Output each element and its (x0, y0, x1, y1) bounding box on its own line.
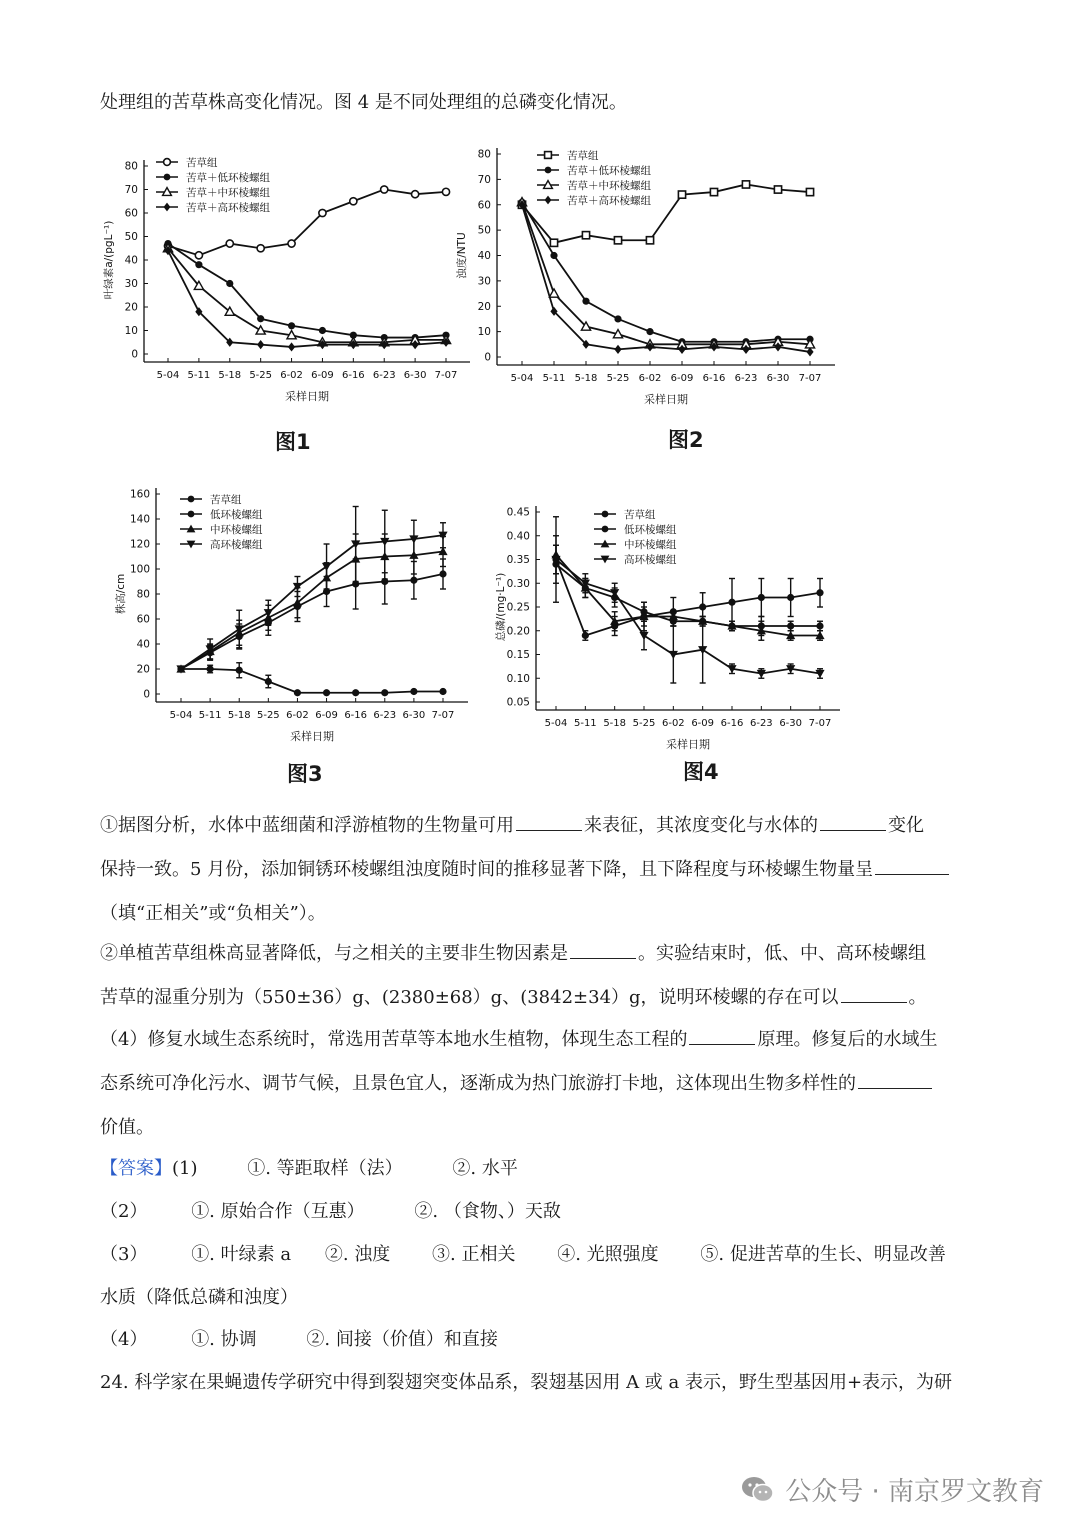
y-tick-label: 140 (129, 513, 150, 526)
x-tick-label: 6-09 (670, 373, 694, 384)
x-tick-label: 5-18 (603, 718, 627, 729)
data-point (257, 245, 264, 252)
data-point (614, 345, 621, 354)
legend-label: 苦草＋高环棱螺组 (567, 195, 651, 207)
q1-text-d: 保持一致。5 月份，添加铜锈环棱螺组浊度随时间的推移显著下降，且下降程度与环棱螺生物量呈 (100, 859, 874, 880)
answer-item: ⑤. 促进苦草的生长、明显改善 (700, 1244, 946, 1265)
x-tick-label: 6-02 (286, 710, 309, 721)
data-point (549, 289, 558, 297)
answer-item: ②. 浊度 (324, 1244, 391, 1265)
data-point (288, 342, 295, 351)
y-tick-label: 30 (124, 278, 138, 290)
data-point (806, 347, 813, 356)
question-24: 24. 科学家在果蝇遗传学研究中得到裂翅突变体品系，裂翅基因用 A 或 a 表示，野生型基因用+表示，为研 (100, 1372, 953, 1393)
x-tick-label: 5-25 (632, 718, 656, 729)
answer-blank[interactable] (689, 1018, 755, 1045)
data-point (235, 625, 244, 633)
data-point (257, 315, 264, 322)
question-2 (100, 932, 984, 1020)
y-tick-label: 0 (143, 688, 150, 701)
x-axis-label: 采样日期 (290, 730, 334, 743)
q2-text-a: ②单植苦草组株高显著降低，与之相关的主要非生物因素是 (100, 943, 568, 964)
data-point (614, 315, 621, 322)
data-point (678, 191, 685, 198)
legend-label: 高环棱螺组 (624, 554, 677, 566)
x-tick-label: 7-07 (808, 718, 832, 729)
series-line (556, 560, 820, 636)
q1-text-c: 变化 (888, 815, 924, 836)
data-point (787, 594, 794, 601)
x-tick-label: 6-16 (702, 373, 726, 384)
legend-marker (164, 174, 171, 181)
legend-label: 高环棱螺组 (210, 539, 263, 551)
data-point (639, 632, 648, 640)
question-1 (100, 804, 984, 936)
x-axis-label: 采样日期 (666, 738, 710, 751)
chart-fig3 (100, 484, 475, 749)
legend-label: 苦草组 (186, 157, 218, 169)
series-0 (177, 663, 446, 697)
data-point (350, 198, 357, 205)
y-tick-label: 0.30 (506, 577, 530, 590)
series-2 (551, 536, 824, 641)
figure-4-caption: 图4 (683, 760, 719, 784)
legend-label: 苦草组 (210, 494, 242, 506)
data-point (728, 599, 735, 606)
answer-item: ①. 原始合作（互惠） (191, 1201, 365, 1222)
y-tick-label: 40 (136, 638, 150, 651)
data-point (582, 632, 589, 639)
data-point (294, 689, 301, 696)
legend-label: 苦草＋中环棱螺组 (186, 187, 270, 199)
x-tick-label: 5-11 (573, 718, 597, 729)
x-tick-label: 6-02 (280, 370, 303, 381)
y-tick-label: 70 (477, 173, 491, 186)
data-point (381, 689, 388, 696)
y-tick-label: 0.45 (506, 506, 530, 519)
data-point (774, 186, 781, 193)
legend-label: 低环棱螺组 (624, 524, 677, 536)
data-point (319, 327, 326, 334)
answer-3-cont: 水质（降低总磷和浊度） (100, 1287, 298, 1308)
legend-marker (164, 203, 171, 212)
y-tick-label: 40 (477, 250, 491, 262)
series-line (181, 574, 443, 669)
figure-2 (455, 142, 845, 417)
answer-3-num: （3） (100, 1244, 148, 1265)
x-tick-label: 7-07 (431, 710, 455, 721)
series-1 (164, 240, 449, 341)
x-tick-label: 7-07 (798, 373, 822, 384)
x-tick-label: 6-16 (720, 718, 744, 729)
data-point (710, 188, 717, 195)
answer-item: ①. 叶绿素 a (191, 1244, 292, 1265)
answer-blank[interactable] (858, 1062, 932, 1089)
data-point (816, 622, 823, 629)
data-point (410, 688, 417, 695)
data-point (352, 689, 359, 696)
legend-label: 低环棱螺组 (210, 509, 263, 521)
series-line (556, 555, 820, 636)
q4-text-b: 原理。修复后的水域生 (757, 1029, 938, 1050)
x-tick-label: 5-04 (544, 718, 568, 729)
figure-2-caption: 图2 (668, 428, 704, 452)
y-tick-label: 0 (484, 351, 491, 364)
series-line (522, 205, 810, 352)
x-tick-label: 5-04 (169, 710, 193, 721)
series-3 (551, 517, 824, 683)
legend-label: 苦草组 (567, 150, 599, 162)
series-3 (164, 246, 449, 352)
data-point (646, 237, 653, 244)
y-tick-label: 80 (477, 148, 491, 161)
answer-item: ②. （食物、）天敌 (414, 1201, 561, 1222)
data-point (236, 667, 243, 674)
y-axis-label: 总磷/(mg·L⁻¹) (495, 572, 507, 642)
data-point (265, 678, 272, 685)
answer-blank[interactable] (516, 804, 582, 831)
data-point (742, 181, 749, 188)
data-point (381, 186, 388, 193)
data-point (550, 239, 557, 246)
x-tick-label: 6-02 (661, 718, 685, 729)
q4-text-d: 价值。 (100, 1117, 154, 1138)
y-tick-label: 50 (477, 224, 491, 237)
data-point (439, 688, 446, 695)
x-tick-label: 6-02 (638, 373, 662, 384)
figure-3-caption: 图3 (287, 762, 323, 786)
x-tick-label: 5-25 (249, 370, 273, 381)
data-point (806, 188, 813, 195)
data-point (787, 622, 794, 629)
y-tick-label: 120 (129, 538, 150, 551)
series-line (168, 190, 446, 256)
x-tick-label: 5-04 (510, 373, 534, 384)
data-point (816, 589, 823, 596)
y-tick-label: 10 (477, 326, 491, 339)
q2-text-d: 。 (908, 987, 927, 1008)
data-point (614, 237, 621, 244)
x-tick-label: 5-18 (218, 370, 242, 381)
answer-blank[interactable] (841, 976, 907, 1003)
y-tick-label: 160 (129, 488, 150, 501)
chart-fig4 (470, 498, 850, 753)
x-tick-label: 6-09 (315, 710, 338, 721)
x-tick-label: 7-07 (434, 370, 458, 381)
y-tick-label: 60 (477, 199, 491, 212)
y-tick-label: 50 (124, 231, 138, 243)
x-tick-label: 5-11 (198, 710, 222, 721)
x-tick-label: 6-23 (749, 718, 773, 729)
data-point (195, 261, 202, 268)
y-axis-label: 浊度/NTU (456, 232, 468, 279)
chart-fig2 (455, 142, 845, 417)
data-point (815, 670, 824, 678)
series-line (522, 202, 810, 342)
figure-4 (470, 498, 850, 753)
data-point (323, 689, 330, 696)
figure-1 (100, 148, 480, 413)
data-point (582, 298, 589, 305)
y-tick-label: 20 (136, 663, 150, 676)
answer-item: ①. 协调 (191, 1329, 257, 1350)
figure-1-caption: 图1 (275, 430, 311, 454)
y-tick-label: 60 (124, 207, 138, 220)
legend-marker (602, 526, 609, 533)
figure-3 (100, 484, 475, 749)
legend-label: 苦草＋高环棱螺组 (186, 202, 270, 214)
data-point (226, 280, 233, 287)
data-point (288, 240, 295, 247)
answer-item: ③. 正相关 (432, 1244, 516, 1265)
x-tick-label: 6-16 (344, 710, 368, 721)
data-point (439, 570, 446, 577)
y-tick-label: 0.25 (506, 601, 530, 614)
q1-text-e: （填“正相关”或“负相关”）。 (100, 903, 326, 924)
legend-label: 苦草＋低环棱螺组 (567, 165, 651, 177)
answer-blank[interactable] (875, 848, 949, 875)
answer-1 (100, 1154, 518, 1180)
y-tick-label: 0.15 (506, 649, 530, 661)
y-tick-label: 30 (477, 275, 491, 288)
y-tick-label: 0 (131, 348, 138, 361)
x-tick-label: 6-23 (373, 710, 397, 721)
watermark-text: 公众号 · 南京罗文教育 (785, 1477, 1044, 1507)
y-tick-label: 70 (124, 184, 138, 196)
y-tick-label: 40 (124, 254, 138, 267)
data-point (550, 252, 557, 259)
legend-label: 苦草组 (624, 509, 656, 521)
y-tick-label: 0.35 (506, 554, 530, 566)
series-line (556, 564, 820, 626)
y-axis-label: 株高/cm (115, 573, 127, 615)
y-tick-label: 0.40 (506, 530, 530, 543)
y-tick-label: 80 (136, 588, 150, 601)
data-point (442, 188, 449, 195)
x-tick-label: 6-30 (402, 710, 426, 721)
series-line (181, 669, 443, 693)
series-2 (517, 198, 814, 348)
x-tick-label: 6-23 (734, 373, 758, 384)
x-tick-label: 5-11 (542, 373, 566, 384)
chart-fig1 (100, 148, 480, 413)
x-tick-label: 5-04 (156, 370, 180, 381)
series-3 (518, 200, 813, 356)
answer-item: ②. 间接（价值）和直接 (306, 1329, 498, 1350)
question-4 (100, 1018, 984, 1150)
y-tick-label: 80 (124, 160, 138, 173)
y-tick-label: 0.10 (506, 672, 530, 685)
answer-2-num: （2） (100, 1201, 148, 1222)
watermark (741, 1471, 1044, 1508)
data-point (319, 209, 326, 216)
q4-text-c: 态系统可净化污水、调节气候，且景色宜人，逐渐成为热门旅游打卡地，这体现出生物多样性的 (100, 1073, 856, 1094)
series-line (181, 552, 443, 670)
q2-text-b: 。实验结束时，低、中、高环棱螺组 (638, 943, 926, 964)
wechat-icon (741, 1476, 775, 1504)
data-point (226, 240, 233, 247)
y-tick-label: 20 (477, 300, 491, 313)
x-tick-label: 5-18 (574, 373, 598, 384)
answer-item: ②. 水平 (452, 1158, 518, 1179)
data-point (412, 191, 419, 198)
answer-blank[interactable] (570, 932, 636, 959)
legend-label: 中环棱螺组 (624, 539, 677, 551)
data-point (699, 603, 706, 610)
x-tick-label: 5-25 (256, 710, 280, 721)
x-tick-label: 5-25 (606, 373, 630, 384)
series-line (522, 184, 810, 242)
data-point (256, 326, 265, 334)
y-tick-label: 10 (124, 325, 138, 337)
q1-text-b: 来表征，其浓度变化与水体的 (584, 815, 818, 836)
legend-marker (188, 511, 195, 518)
x-tick-label: 6-30 (779, 718, 803, 729)
legend-marker (188, 496, 195, 503)
answer-4 (100, 1325, 498, 1351)
series-1 (552, 545, 823, 635)
data-point (207, 665, 214, 672)
q4-text-a: （4）修复水域生态系统时，常选用苦草等本地水生植物，体现生态工程的 (100, 1029, 688, 1050)
q1-text-a: ①据图分析，水体中蓝细菌和浮游植物的生物量可用 (100, 815, 514, 836)
x-tick-label: 5-18 (227, 710, 251, 721)
data-point (288, 322, 295, 329)
x-tick-label: 6-30 (766, 373, 790, 384)
series-0 (518, 181, 813, 247)
legend-marker (545, 167, 552, 174)
x-tick-label: 6-09 (691, 718, 715, 729)
series-1 (518, 199, 813, 346)
data-point (758, 594, 765, 601)
x-tick-label: 6-16 (341, 370, 365, 381)
series-2 (163, 244, 450, 346)
legend-label: 苦草＋低环棱螺组 (186, 172, 270, 184)
answer-item: ①. 等距取样（法） (247, 1158, 403, 1179)
data-point (669, 651, 678, 659)
data-point (757, 670, 766, 678)
legend-label: 中环棱螺组 (210, 524, 263, 536)
answer-item: ④. 光照强度 (557, 1244, 659, 1265)
data-point (257, 340, 264, 349)
answer-4-num: （4） (100, 1329, 148, 1350)
y-tick-label: 0.20 (506, 625, 530, 638)
data-point (195, 252, 202, 259)
legend-marker (545, 196, 552, 205)
x-axis-label: 采样日期 (285, 390, 329, 403)
q2-text-c: 苦草的湿重分别为（550±36）g、(2380±68）g、(3842±34）g，说明环棱螺的存在可以 (100, 987, 839, 1008)
data-point (582, 232, 589, 239)
x-axis-label: 采样日期 (644, 393, 688, 406)
x-tick-label: 6-23 (372, 370, 396, 381)
legend-marker (164, 159, 171, 166)
answer-blank[interactable] (820, 804, 886, 831)
y-tick-label: 0.05 (506, 696, 530, 709)
y-tick-label: 100 (129, 563, 150, 576)
legend-label: 苦草＋中环棱螺组 (567, 180, 651, 192)
x-tick-label: 6-30 (403, 370, 427, 381)
y-tick-label: 20 (124, 301, 138, 314)
intro-text: 处理组的苦草株高变化情况。图 4 是不同处理组的总磷变化情况。 (100, 92, 627, 113)
y-axis-label: 叶绿素a/(pgL⁻¹) (103, 220, 115, 300)
answer-3 (100, 1240, 946, 1266)
data-point (322, 563, 331, 571)
answer-1-num: (1) (172, 1158, 198, 1179)
legend-marker (545, 152, 552, 159)
x-tick-label: 6-09 (311, 370, 334, 381)
data-point (410, 577, 417, 584)
data-point (646, 328, 653, 335)
answer-2 (100, 1197, 561, 1223)
answer-tag: 【答案】 (100, 1158, 172, 1179)
series-line (556, 560, 820, 674)
legend-marker (602, 511, 609, 518)
series-line (168, 251, 446, 347)
series-2 (176, 534, 447, 673)
x-tick-label: 5-11 (187, 370, 211, 381)
y-tick-label: 60 (136, 613, 150, 626)
